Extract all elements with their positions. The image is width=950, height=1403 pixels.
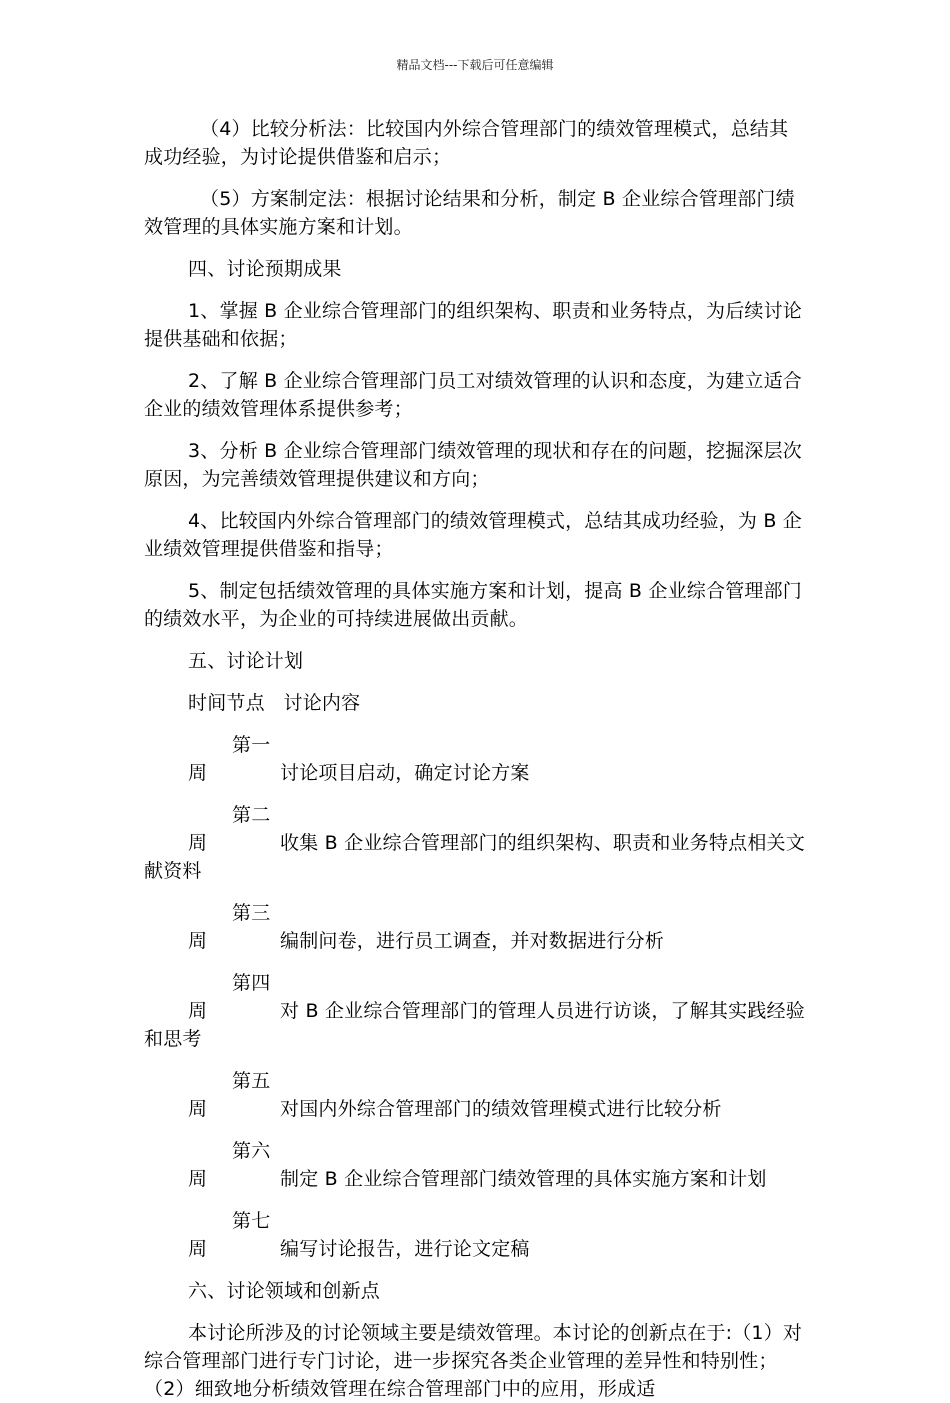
- outcome-item-5: 5、制定包括绩效管理的具体实施方案和计划，提高 B 企业综合管理部门的绩效水平，为企业的可持续进展做出贡献。: [144, 580, 803, 630]
- schedule-row: [144, 731, 806, 787]
- schedule-row: [144, 969, 806, 1053]
- section-heading-6: 六、讨论领域和创新点: [188, 1280, 381, 1302]
- section6-body: [144, 1319, 806, 1403]
- outcome-item-4: 4、比较国内外综合管理部门的绩效管理模式，总结其成功经验，为 B 企业绩效管理提供借鉴和指导；: [144, 510, 803, 560]
- schedule-content: 编写讨论报告，进行论文定稿: [280, 1238, 530, 1260]
- schedule-week: 第三周: [188, 902, 271, 952]
- schedule-row: [144, 1137, 806, 1193]
- paragraph-method-5: （5）方案制定法：根据讨论结果和分析，制定 B 企业综合管理部门绩效管理的具体实施方案和计划。: [144, 188, 795, 238]
- schedule-header-time: 时间节点: [188, 692, 265, 714]
- outcome-item-2: 2、了解 B 企业综合管理部门员工对绩效管理的认识和态度，为建立适合企业的绩效管理体系提供参考；: [144, 370, 803, 420]
- outcome-item-1: 1、掌握 B 企业综合管理部门的组织架构、职责和业务特点，为后续讨论提供基础和依据；: [144, 300, 803, 350]
- schedule-week: 第七周: [188, 1210, 271, 1260]
- paragraph-method-4: （4）比较分析法：比较国内外综合管理部门的绩效管理模式，总结其成功经验，为讨论提供借鉴和启示；: [144, 118, 789, 168]
- schedule-header: [144, 689, 806, 717]
- schedule-content: 编制问卷，进行员工调查，并对数据进行分析: [280, 930, 665, 952]
- outcome-item-3: 3、分析 B 企业综合管理部门绩效管理的现状和存在的问题，挖掘深层次原因，为完善绩效管理提供建议和方向；: [144, 440, 803, 490]
- schedule-row: [144, 1207, 806, 1263]
- schedule-week: 第六周: [188, 1140, 271, 1190]
- schedule-week: 第四周: [188, 972, 271, 1022]
- schedule-row: [144, 899, 806, 955]
- schedule-week: 第五周: [188, 1070, 271, 1120]
- document-body: [144, 115, 806, 1403]
- section6-body-rest: （1）对综合管理部门进行专门讨论，进一步探究各类企业管理的差异性和特别性；（2）细致地分析绩效管理在综合管理部门中的应用，形成适: [144, 1322, 803, 1400]
- schedule-week: 第一周: [188, 734, 271, 784]
- page-header: 精品文档---下载后可任意编辑: [396, 58, 554, 72]
- section6-body-first: 本讨论所涉及的讨论领域主要是绩效管理。本讨论的创新点在于:: [188, 1322, 733, 1344]
- section-heading-5: 五、讨论计划: [188, 650, 304, 672]
- schedule-row: [144, 1067, 806, 1123]
- schedule-content: 对 B 企业综合管理部门的管理人员进行访谈，了解其实践经验和思考: [144, 1000, 805, 1050]
- schedule-content: 对国内外综合管理部门的绩效管理模式进行比较分析: [280, 1098, 722, 1120]
- schedule-content: 收集 B 企业综合管理部门的组织架构、职责和业务特点相关文献资料: [144, 832, 805, 882]
- section-heading-4: 四、讨论预期成果: [188, 258, 342, 280]
- schedule-content: 讨论项目启动，确定讨论方案: [280, 762, 530, 784]
- schedule-week: 第二周: [188, 804, 271, 854]
- schedule-header-content: 讨论内容: [283, 692, 361, 714]
- schedule-content: 制定 B 企业综合管理部门绩效管理的具体实施方案和计划: [280, 1168, 767, 1190]
- schedule-row: [144, 801, 806, 885]
